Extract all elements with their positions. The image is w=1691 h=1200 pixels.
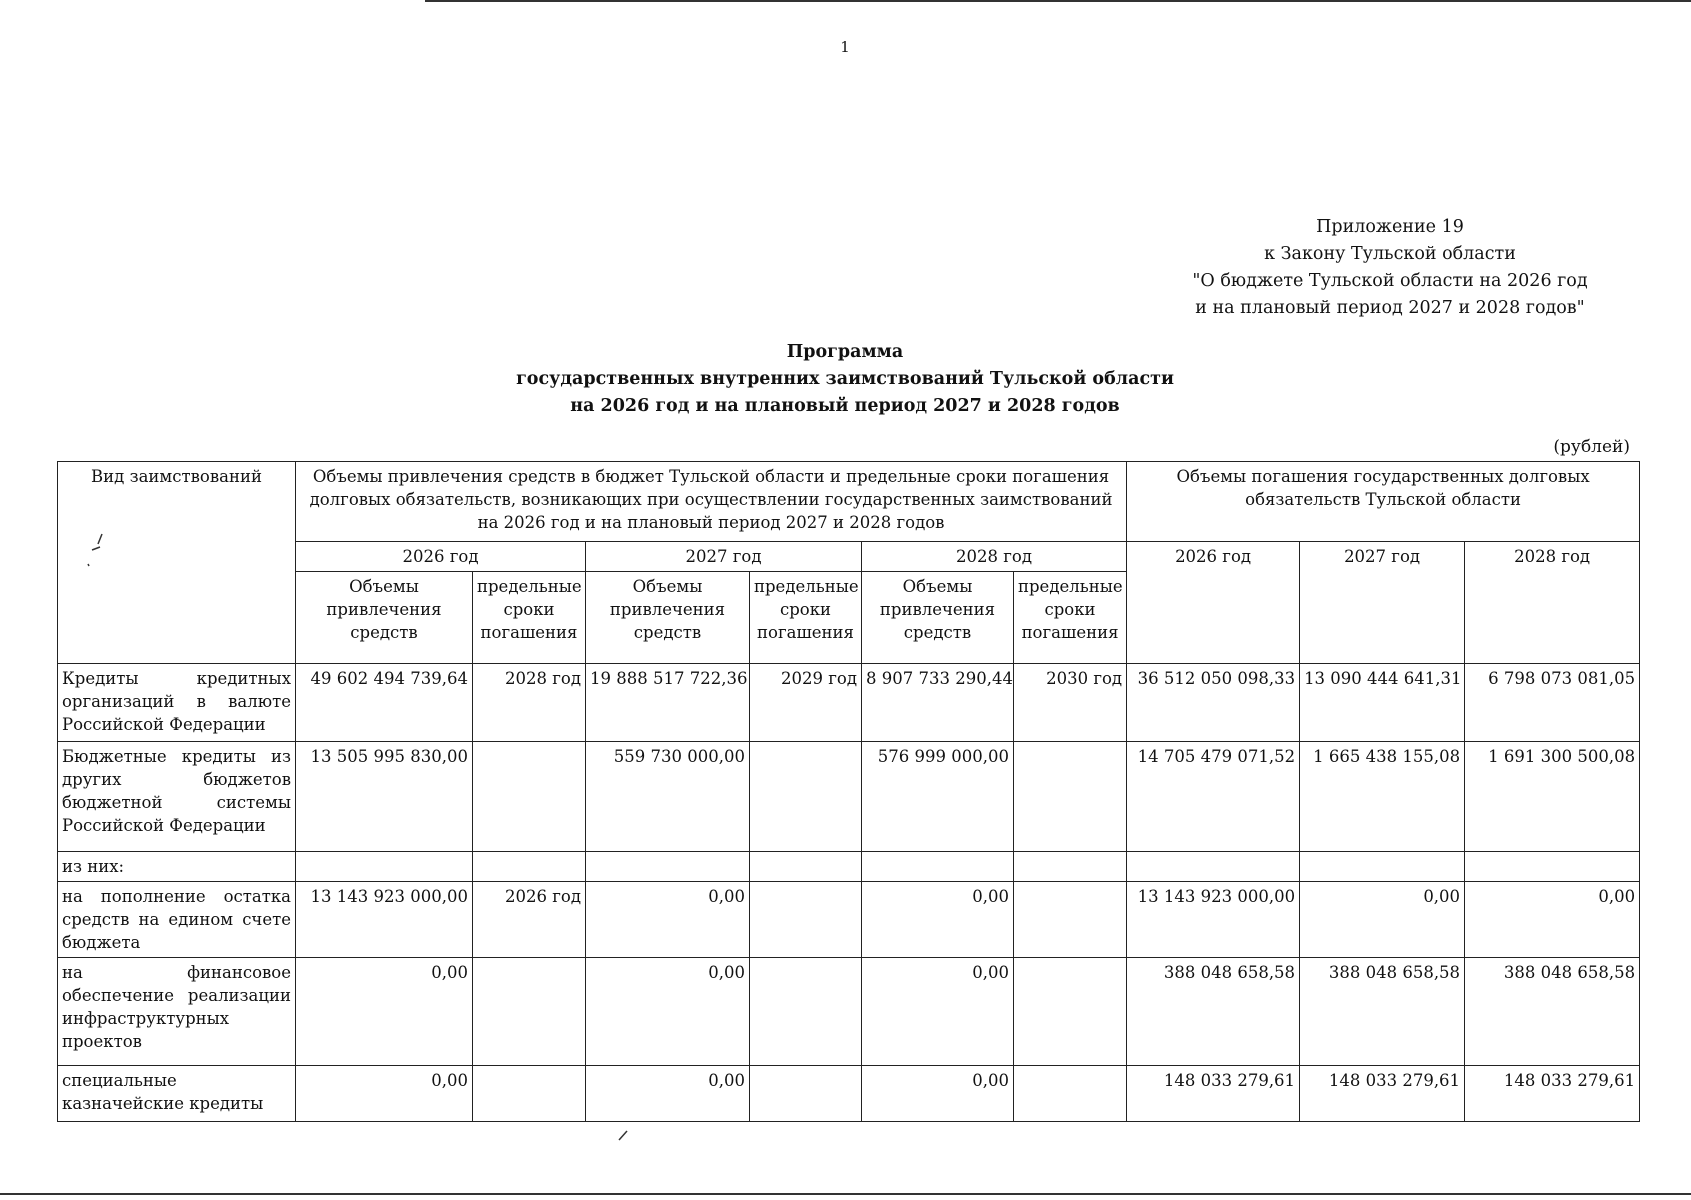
table-row: [58, 852, 1640, 882]
cell-value: 13 143 923 000,00: [296, 882, 473, 958]
row-name: специальные казначейские кредиты: [58, 1066, 296, 1122]
cell-term: [473, 742, 586, 852]
row-name: Кредиты кредитных организаций в валюте Российской Федерации: [58, 664, 296, 742]
cell-value: 559 730 000,00: [586, 742, 750, 852]
cell-value: 0,00: [586, 882, 750, 958]
cell-value: 1 665 438 155,08: [1300, 742, 1465, 852]
volume-subheader: Объемы привлечения средств: [586, 572, 750, 664]
empty-cell: [1465, 852, 1640, 882]
cell-term: 2028 год: [473, 664, 586, 742]
page-number: 1: [840, 38, 850, 56]
appendix-line: к Закону Тульской области: [1264, 244, 1516, 264]
cell-term: [750, 958, 862, 1066]
row-name: из них:: [58, 852, 296, 882]
cell-value: 14 705 479 071,52: [1127, 742, 1300, 852]
empty-cell: [1127, 852, 1300, 882]
empty-cell: [586, 852, 750, 882]
term-subheader: предельные сроки погашения: [750, 572, 862, 664]
appendix-line: Приложение 19: [1316, 217, 1464, 237]
cell-value: 8 907 733 290,44: [862, 664, 1014, 742]
unit-label: (рублей): [1553, 437, 1630, 457]
empty-cell: [862, 852, 1014, 882]
year-header-row: [58, 542, 1640, 572]
appendix-line: "О бюджете Тульской области на 2026 год: [1192, 271, 1588, 291]
empty-cell: [296, 852, 473, 882]
header-row: [58, 462, 1640, 542]
cell-value: 1 691 300 500,08: [1465, 742, 1640, 852]
year-header: 2027 год: [586, 542, 862, 572]
scan-mark: [615, 1128, 635, 1144]
cell-value: 388 048 658,58: [1127, 958, 1300, 1066]
cell-value: 148 033 279,61: [1300, 1066, 1465, 1122]
cell-value: 148 033 279,61: [1127, 1066, 1300, 1122]
attraction-group-header: Объемы привлечения средств в бюджет Тульской области и предельные сроки погашения долговых обязательств, возникающих при осуществлении государственных заимствований на 2026 год и на плановый период 2027 и 2028 годов: [296, 462, 1127, 542]
cell-value: 148 033 279,61: [1465, 1066, 1640, 1122]
table-row: [58, 664, 1640, 742]
row-name: Бюджетные кредиты из других бюджетов бюджетной системы Российской Федерации: [58, 742, 296, 852]
empty-cell: [1014, 852, 1127, 882]
cell-value: 0,00: [296, 958, 473, 1066]
term-subheader: предельные сроки погашения: [473, 572, 586, 664]
cell-term: [1014, 742, 1127, 852]
cell-term: 2026 год: [473, 882, 586, 958]
scan-mark: [80, 530, 110, 570]
cell-term: [750, 742, 862, 852]
cell-term: [750, 882, 862, 958]
cell-term: [1014, 1066, 1127, 1122]
year-header: 2026 год: [296, 542, 586, 572]
scan-bottom-edge: [0, 1193, 1691, 1195]
cell-term: [473, 958, 586, 1066]
year-header: 2028 год: [862, 542, 1127, 572]
scan-top-edge: [425, 0, 1691, 2]
cell-term: [1014, 882, 1127, 958]
empty-cell: [750, 852, 862, 882]
kind-header: Вид заимствований: [58, 462, 296, 664]
appendix-line: и на плановый период 2027 и 2028 годов": [1195, 298, 1585, 318]
repay-year-header: 2027 год: [1300, 542, 1465, 664]
row-name: на пополнение остатка средств на едином счете бюджета: [58, 882, 296, 958]
cell-value: 0,00: [586, 1066, 750, 1122]
appendix-header: [1150, 214, 1630, 322]
cell-value: 6 798 073 081,05: [1465, 664, 1640, 742]
cell-value: 13 505 995 830,00: [296, 742, 473, 852]
empty-cell: [1300, 852, 1465, 882]
cell-value: 576 999 000,00: [862, 742, 1014, 852]
title-line: государственных внутренних заимствований Тульской области: [516, 369, 1174, 389]
repay-year-header: 2028 год: [1465, 542, 1640, 664]
volume-subheader: Объемы привлечения средств: [296, 572, 473, 664]
empty-cell: [473, 852, 586, 882]
table-row: [58, 742, 1640, 852]
borrowing-program-table: [57, 461, 1640, 1122]
term-subheader: предельные сроки погашения: [1014, 572, 1127, 664]
cell-term: [750, 1066, 862, 1122]
cell-value: 388 048 658,58: [1465, 958, 1640, 1066]
document-title: [425, 339, 1265, 420]
cell-value: 0,00: [296, 1066, 473, 1122]
cell-value: 36 512 050 098,33: [1127, 664, 1300, 742]
cell-value: 0,00: [862, 1066, 1014, 1122]
cell-value: 49 602 494 739,64: [296, 664, 473, 742]
cell-value: 19 888 517 722,36: [586, 664, 750, 742]
table-row: [58, 882, 1640, 958]
title-line: на 2026 год и на плановый период 2027 и 2028 годов: [570, 396, 1120, 416]
cell-value: 13 090 444 641,31: [1300, 664, 1465, 742]
cell-term: [473, 1066, 586, 1122]
title-line: Программа: [786, 342, 904, 362]
cell-value: 388 048 658,58: [1300, 958, 1465, 1066]
cell-value: 0,00: [862, 958, 1014, 1066]
cell-value: 13 143 923 000,00: [1127, 882, 1300, 958]
repay-year-header: 2026 год: [1127, 542, 1300, 664]
row-name: на финансовое обеспечение реализации инфраструктурных проектов: [58, 958, 296, 1066]
repayment-group-header: Объемы погашения государственных долговых обязательств Тульской области: [1127, 462, 1640, 542]
cell-value: 0,00: [1465, 882, 1640, 958]
table-row: [58, 958, 1640, 1066]
cell-term: 2030 год: [1014, 664, 1127, 742]
table-row: [58, 1066, 1640, 1122]
cell-value: 0,00: [1300, 882, 1465, 958]
volume-subheader: Объемы привлечения средств: [862, 572, 1014, 664]
cell-term: [1014, 958, 1127, 1066]
cell-term: 2029 год: [750, 664, 862, 742]
cell-value: 0,00: [586, 958, 750, 1066]
cell-value: 0,00: [862, 882, 1014, 958]
